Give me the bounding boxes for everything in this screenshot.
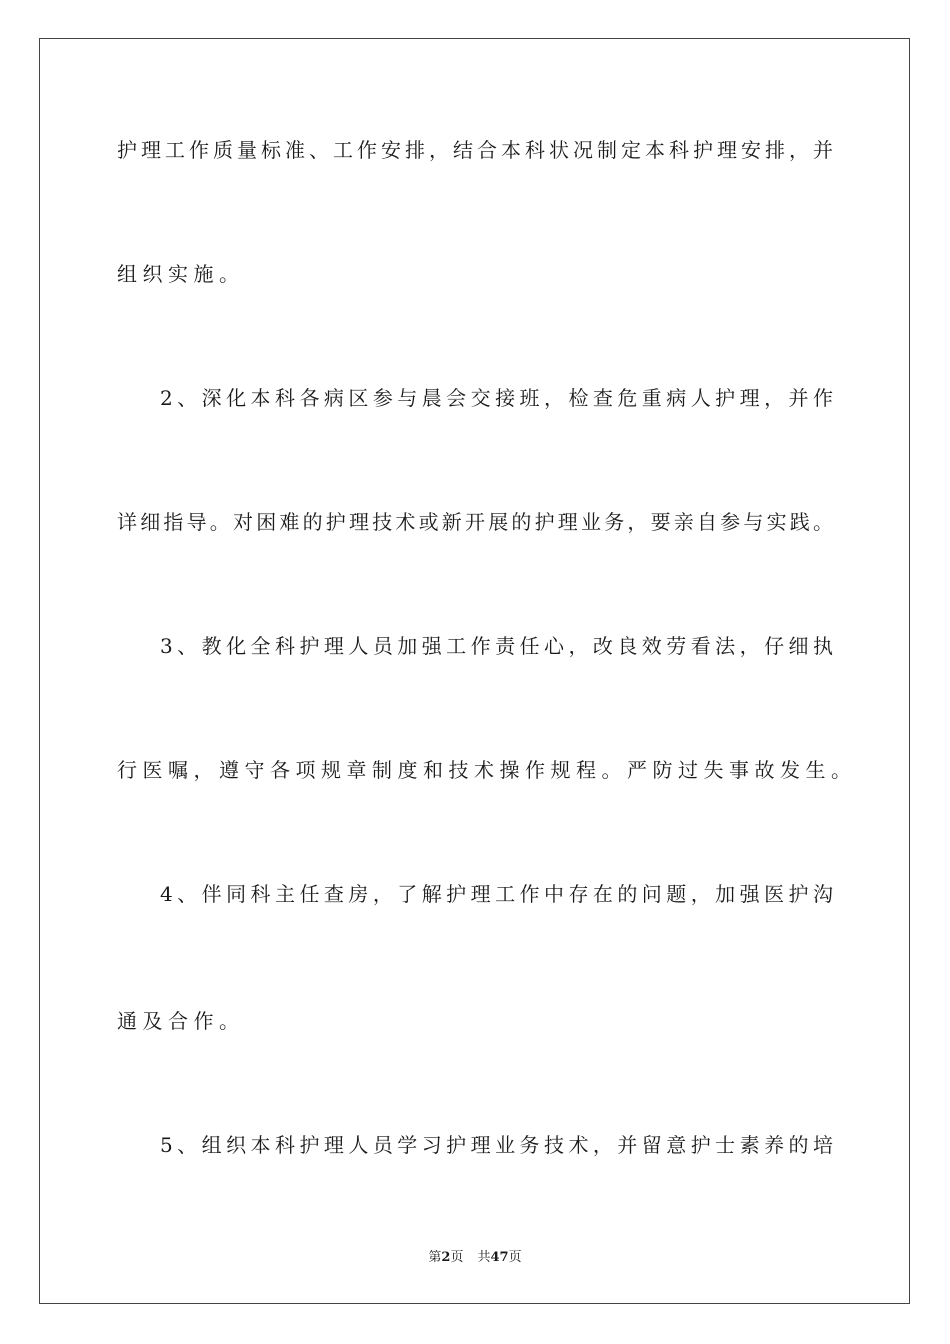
page-footer bbox=[0, 1249, 950, 1267]
footer-total-unit: 页 bbox=[508, 1250, 522, 1265]
footer-total-pages: 47 bbox=[490, 1250, 509, 1265]
text-line-7: 4、伴同科主任查房，了解护理工作中存在的问题，加强医护沟 bbox=[160, 882, 833, 906]
text-line-9: 5、组织本科护理人员学习护理业务技术，并留意护士素养的培 bbox=[160, 1133, 833, 1157]
text-line-2: 组织实施。 bbox=[117, 262, 245, 286]
page-border bbox=[39, 38, 910, 1304]
footer-page-number: 2 bbox=[441, 1250, 451, 1265]
text-line-3: 2、深化本科各病区参与晨会交接班，检查危重病人护理，并作 bbox=[160, 386, 833, 410]
footer-page-prefix: 第 bbox=[428, 1250, 442, 1265]
text-line-5: 3、教化全科护理人员加强工作责任心，改良效劳看法，仔细执 bbox=[160, 634, 833, 658]
footer-total-prefix: 共 bbox=[477, 1250, 491, 1265]
text-line-1: 护理工作质量标准、工作安排，结合本科状况制定本科护理安排，并 bbox=[117, 138, 833, 162]
footer-page-unit: 页 bbox=[450, 1250, 464, 1265]
text-line-4: 详细指导。对困难的护理技术或新开展的护理业务，要亲自参与实践。 bbox=[117, 510, 833, 534]
text-line-6: 行医嘱，遵守各项规章制度和技术操作规程。严防过失事故发生。 bbox=[117, 758, 857, 782]
text-line-8: 通及合作。 bbox=[117, 1009, 245, 1033]
